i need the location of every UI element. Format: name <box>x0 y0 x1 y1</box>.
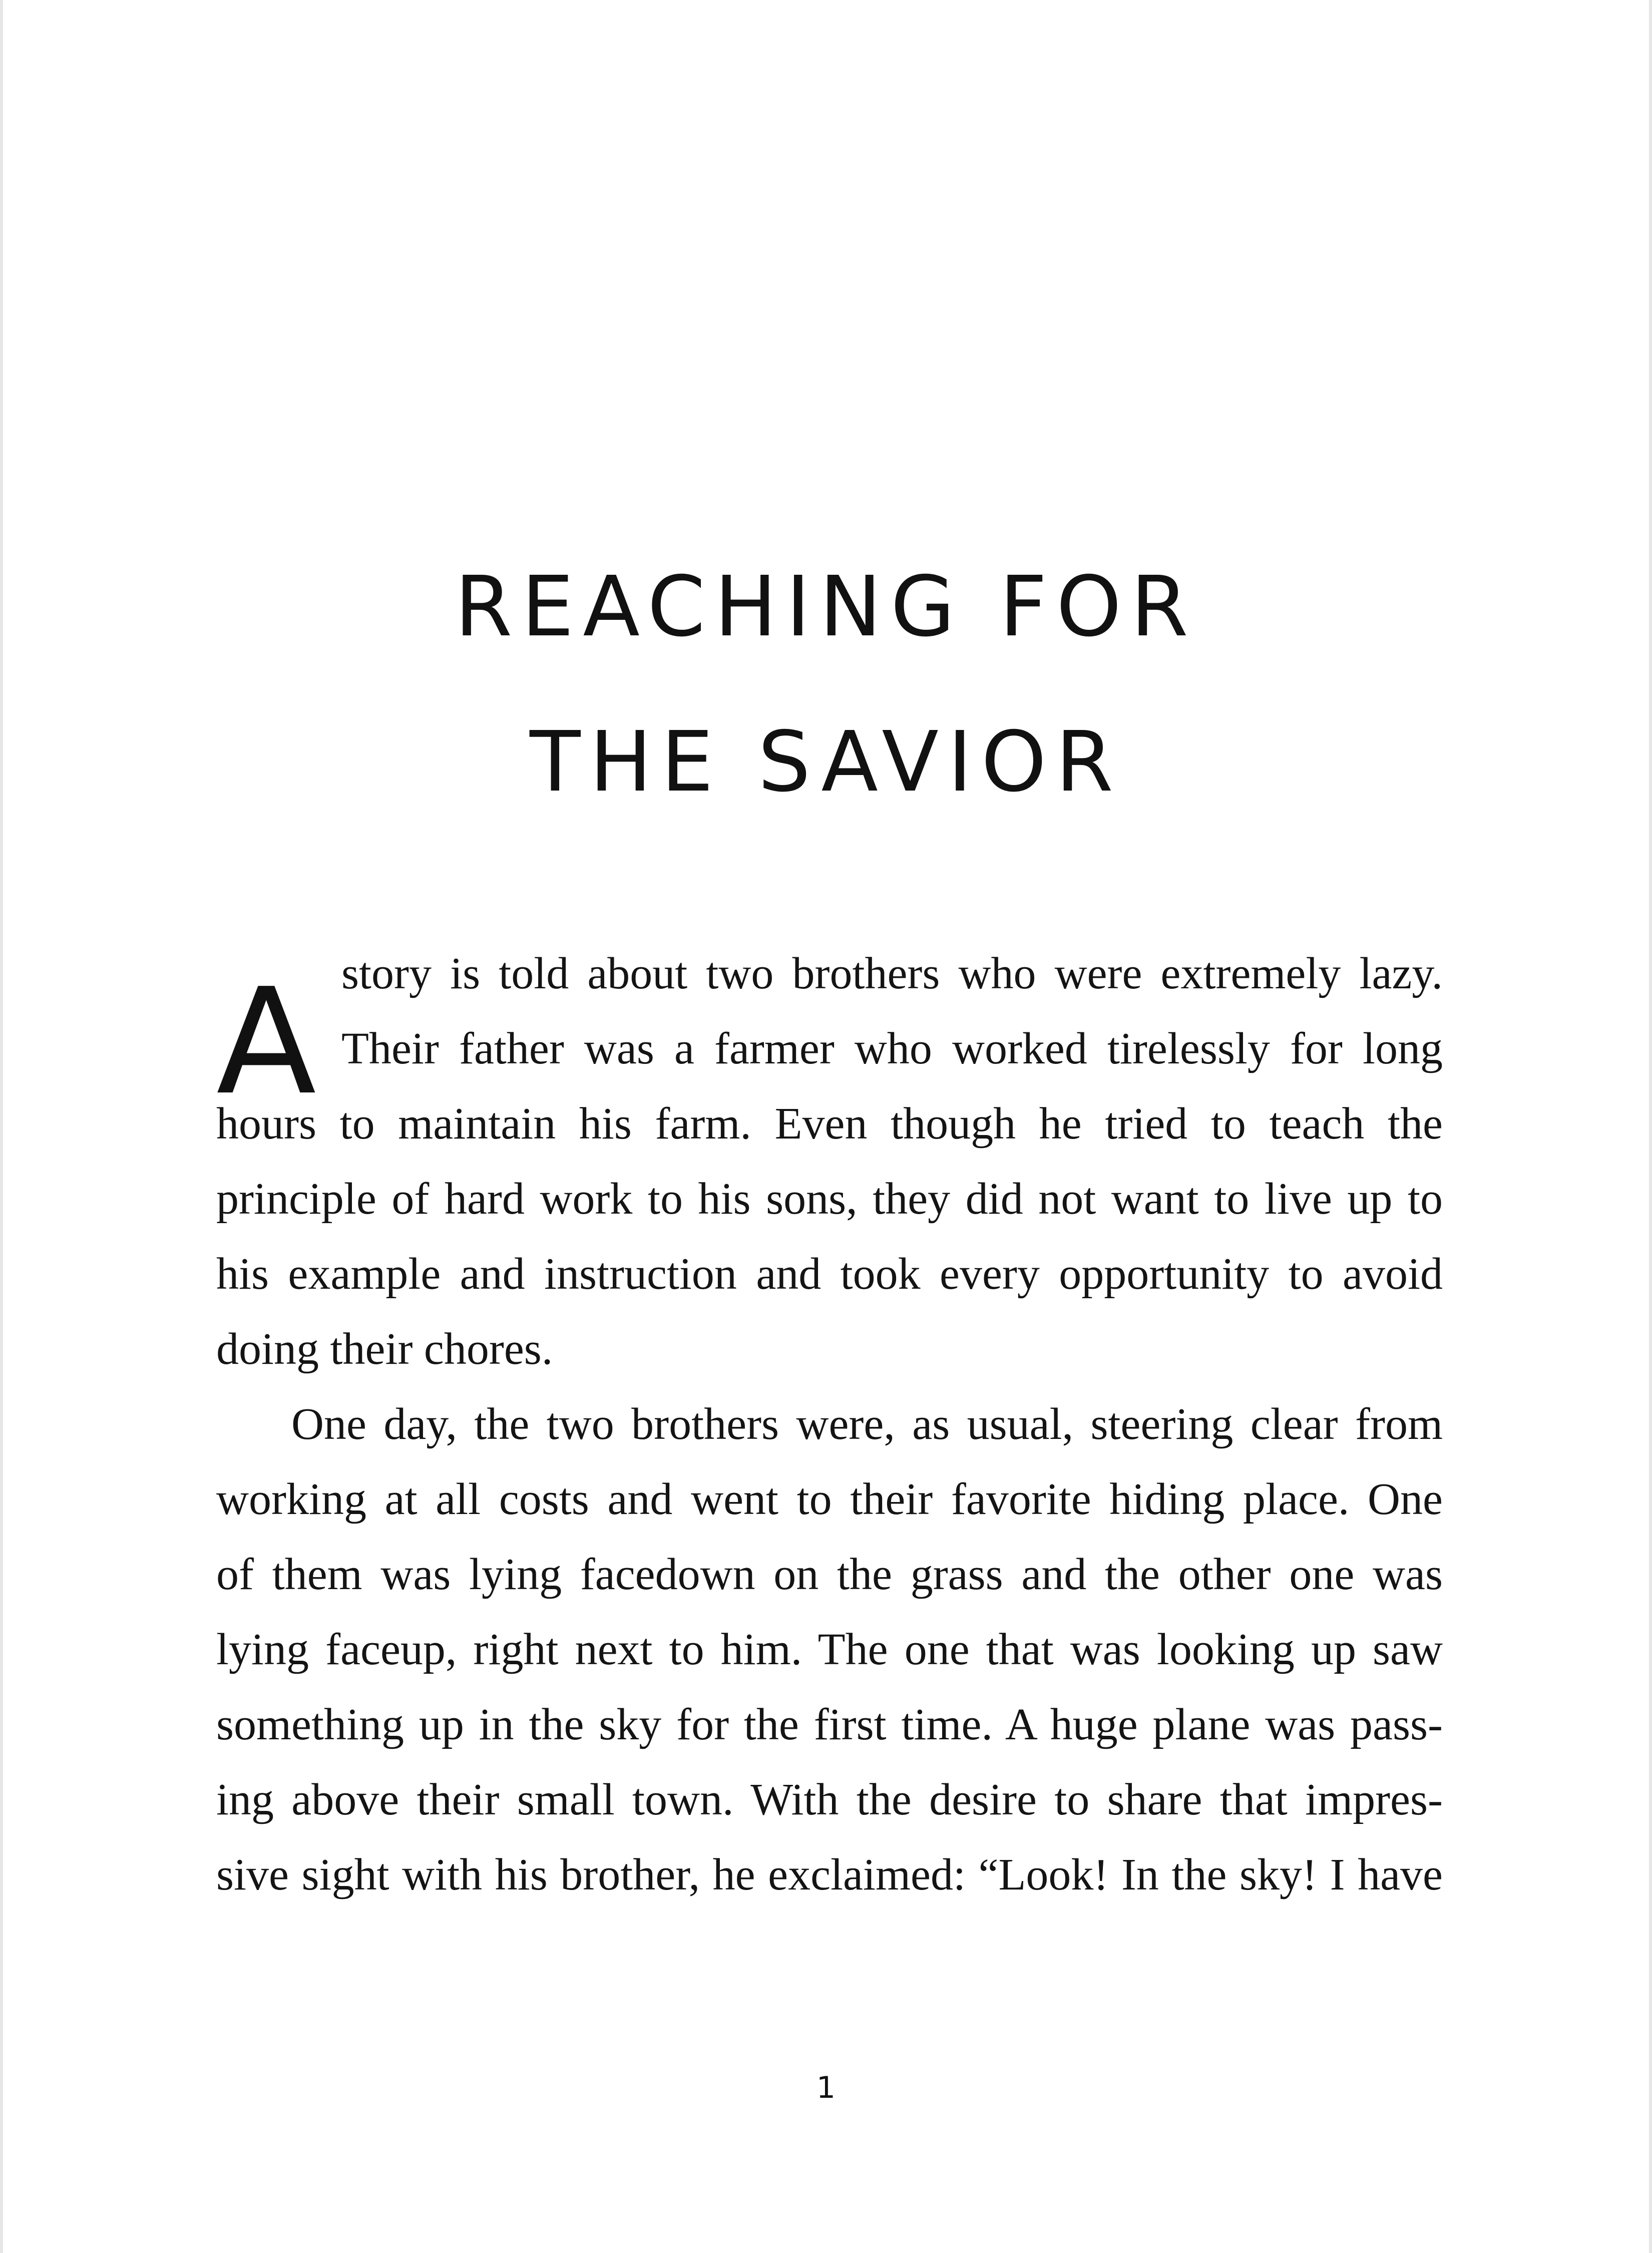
paragraph-line: of them was lying facedown on the grass and the other one was <box>216 1550 1443 1599</box>
page-number: 1 <box>816 2070 836 2105</box>
paragraph-line: something up in the sky for the first time. A huge plane was pass- <box>216 1700 1443 1749</box>
paragraph-line: principle of hard work to his sons, they did not want to live up to <box>216 1174 1443 1224</box>
paragraph-line: sive sight with his brother, he exclaimed: “Look! In the sky! I have <box>216 1850 1443 1900</box>
chapter-title-line-2: THE SAVIOR <box>530 714 1122 811</box>
paragraph-line: his example and instruction and took every opportunity to avoid <box>216 1249 1443 1299</box>
page-edge-right <box>1649 0 1652 2253</box>
paragraph-line: working at all costs and went to their favorite hiding place. One <box>216 1474 1443 1524</box>
paragraph-line: hours to maintain his farm. Even though he tried to teach the <box>216 1099 1443 1149</box>
paragraph-line: One day, the two brothers were, as usual, steering clear from <box>291 1399 1443 1449</box>
paragraph-line: Their father was a farmer who worked tirelessly for long <box>341 1024 1443 1073</box>
paragraph-line: story is told about two brothers who were extremely lazy. <box>341 949 1443 998</box>
chapter-title-line-1: REACHING FOR <box>455 559 1197 655</box>
page-edge-left <box>0 0 3 2253</box>
paragraph-line: ing above their small town. With the desire to share that impres- <box>216 1775 1443 1824</box>
drop-cap: A <box>216 957 316 1127</box>
paragraph-line: doing their chores. <box>216 1324 553 1374</box>
paragraph-line: lying faceup, right next to him. The one that was looking up saw <box>216 1625 1443 1674</box>
